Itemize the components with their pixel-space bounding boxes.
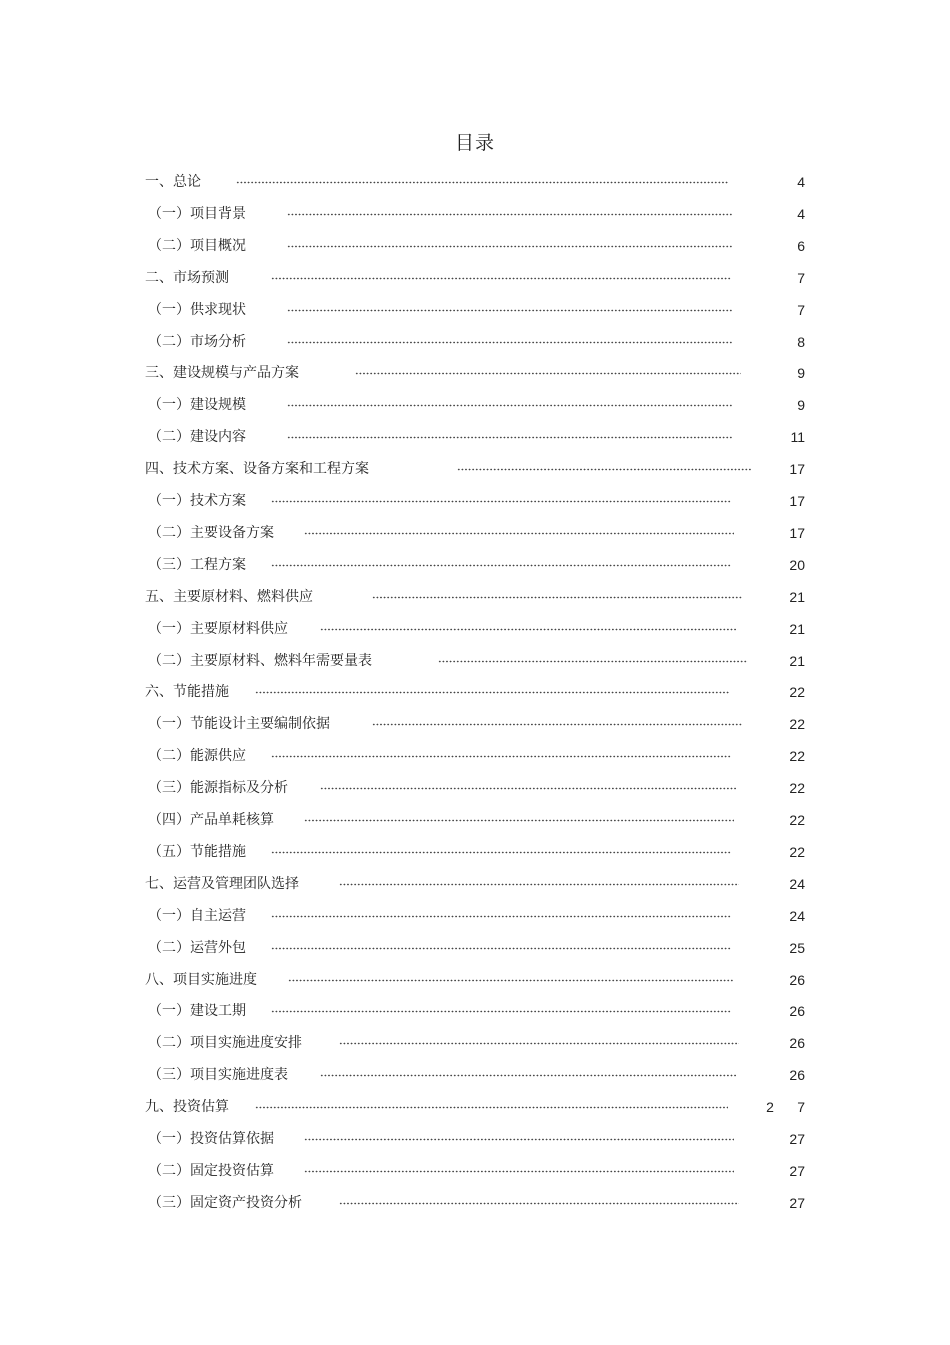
toc-entry-page-number: 17 xyxy=(789,524,805,541)
toc-entry[interactable] xyxy=(0,1159,950,1183)
toc-leader-dots xyxy=(304,1170,734,1173)
toc-leader-dots xyxy=(320,787,736,790)
toc-leader-dots xyxy=(288,979,733,982)
toc-entry-page-number: 27 xyxy=(789,1194,805,1211)
toc-entry[interactable] xyxy=(0,393,950,417)
toc-entry[interactable] xyxy=(0,425,950,449)
toc-entry-page-number: 22 xyxy=(789,716,805,733)
toc-entry-label: （一）建设规模 xyxy=(148,397,246,414)
toc-entry-page-number: 26 xyxy=(789,1067,805,1084)
toc-entry[interactable] xyxy=(0,1063,950,1087)
toc-entry-page-number: 24 xyxy=(789,875,805,892)
toc-entry-page-number: 4 xyxy=(797,174,805,190)
toc-entry-page-number: 27 xyxy=(789,1131,805,1147)
toc-entry-label: （四）产品单耗核算 xyxy=(148,812,274,828)
toc-entry-label: （五）节能措施 xyxy=(148,843,246,860)
toc-entry-label: （一）技术方案 xyxy=(148,493,246,509)
toc-entry-label: 九、投资估算 xyxy=(145,1099,229,1116)
toc-entry-page-number: 6 xyxy=(797,237,805,254)
toc-entry-label: （一）投资估算依据 xyxy=(148,1131,274,1147)
toc-leader-dots xyxy=(438,660,748,663)
toc-entry[interactable] xyxy=(0,680,950,704)
toc-entry-page-number: 11 xyxy=(790,429,805,446)
toc-entry-label: 八、项目实施进度 xyxy=(145,971,257,988)
toc-entry-page-number: 26 xyxy=(789,1035,805,1052)
toc-entry-page-number: 17 xyxy=(789,493,805,509)
toc-entry[interactable] xyxy=(0,202,950,226)
toc-entry[interactable] xyxy=(0,776,950,800)
toc-leader-dots xyxy=(255,1106,728,1109)
toc-entry-label: （一）建设工期 xyxy=(148,1003,246,1020)
toc-entry-page-number: 22 xyxy=(789,684,805,701)
toc-entry-label: 二、市场预测 xyxy=(145,269,229,286)
toc-entry[interactable] xyxy=(0,170,950,194)
toc-entry[interactable] xyxy=(0,872,950,896)
toc-entry[interactable] xyxy=(0,617,950,641)
toc-leader-dots xyxy=(287,436,732,439)
toc-entry-label: （二）运营外包 xyxy=(148,939,246,956)
toc-entry-label: （三）项目实施进度表 xyxy=(148,1067,288,1084)
toc-entry-page-number: 26 xyxy=(789,1003,805,1020)
toc-entry[interactable] xyxy=(0,330,950,354)
toc-title: 目录 xyxy=(454,132,495,154)
toc-entry-label: （三）固定资产投资分析 xyxy=(148,1194,302,1211)
toc-leader-dots xyxy=(271,851,731,854)
toc-entry-page-number: 2 7 xyxy=(766,1099,805,1116)
toc-leader-dots xyxy=(271,500,731,503)
toc-entry-label: （一）项目背景 xyxy=(148,205,246,222)
toc-leader-dots xyxy=(304,1138,734,1141)
toc-entry[interactable] xyxy=(0,1095,950,1119)
toc-entry-label: 三、建设规模与产品方案 xyxy=(145,365,299,382)
toc-entry[interactable] xyxy=(0,361,950,385)
toc-entry-page-number: 9 xyxy=(797,365,805,382)
toc-leader-dots xyxy=(271,947,731,950)
toc-entry-page-number: 26 xyxy=(789,971,805,988)
toc-entry-page-number: 22 xyxy=(789,780,805,797)
toc-leader-dots xyxy=(287,245,732,248)
toc-entry[interactable] xyxy=(0,553,950,577)
toc-entry-page-number: 4 xyxy=(797,205,805,222)
toc-leader-dots xyxy=(320,628,736,631)
toc-leader-dots xyxy=(287,341,732,344)
toc-entry-label: 四、技术方案、设备方案和工程方案 xyxy=(145,461,369,478)
toc-entry-page-number: 9 xyxy=(797,397,805,414)
toc-entry[interactable] xyxy=(0,585,950,609)
toc-entry-page-number: 21 xyxy=(789,652,805,669)
toc-entry[interactable] xyxy=(0,936,950,960)
toc-entry-label: 六、节能措施 xyxy=(145,684,229,701)
toc-entry-page-number: 17 xyxy=(789,461,805,478)
toc-entry-label: （一）供求现状 xyxy=(148,301,246,318)
toc-entry[interactable] xyxy=(0,649,950,673)
toc-leader-dots xyxy=(372,723,742,726)
toc-entry-page-number: 21 xyxy=(789,588,805,605)
toc-leader-dots xyxy=(355,372,741,375)
toc-entry-page-number: 27 xyxy=(789,1162,805,1179)
toc-entry-page-number: 21 xyxy=(789,620,805,637)
toc-entry-label: （二）项目实施进度安排 xyxy=(148,1035,302,1052)
toc-leader-dots xyxy=(271,277,731,280)
toc-entry-label: （二）能源供应 xyxy=(148,748,246,765)
toc-entry[interactable] xyxy=(0,840,950,864)
toc-entry-page-number: 8 xyxy=(797,333,805,350)
toc-entry-label: （二）主要原材料、燃料年需要量表 xyxy=(148,652,372,669)
toc-leader-dots xyxy=(304,819,734,822)
toc-entry-page-number: 22 xyxy=(789,748,805,765)
toc-entry-label: （二）主要设备方案 xyxy=(148,524,274,541)
toc-entry-label: （三）能源指标及分析 xyxy=(148,780,288,797)
toc-entry-page-number: 7 xyxy=(797,269,805,286)
toc-leader-dots xyxy=(271,755,731,758)
toc-leader-dots xyxy=(339,883,739,886)
toc-entry[interactable] xyxy=(0,744,950,768)
toc-entry-label: 七、运营及管理团队选择 xyxy=(145,875,299,892)
toc-entry-label: 一、总论 xyxy=(145,174,201,190)
toc-entry[interactable] xyxy=(0,266,950,290)
toc-entry[interactable] xyxy=(0,1191,950,1215)
toc-entry[interactable] xyxy=(0,904,950,928)
toc-entry-label: （三）工程方案 xyxy=(148,556,246,573)
toc-leader-dots xyxy=(339,1042,739,1045)
toc-leader-dots xyxy=(287,309,732,312)
toc-leader-dots xyxy=(255,691,729,694)
toc-leader-dots xyxy=(287,404,732,407)
toc-leader-dots xyxy=(236,181,728,184)
toc-leader-dots xyxy=(339,1202,739,1205)
toc-entry[interactable] xyxy=(0,298,950,322)
toc-entry-page-number: 20 xyxy=(789,556,805,573)
toc-entry[interactable] xyxy=(0,808,950,832)
toc-leader-dots xyxy=(271,564,731,567)
toc-entry-label: （二）项目概况 xyxy=(148,237,246,254)
toc-entry-label: （二）建设内容 xyxy=(148,429,246,446)
toc-entry-page-number: 22 xyxy=(789,843,805,860)
toc-leader-dots xyxy=(304,532,734,535)
toc-entry[interactable] xyxy=(0,712,950,736)
toc-entry[interactable] xyxy=(0,1127,950,1151)
toc-entry-label: （一）自主运营 xyxy=(148,907,246,924)
toc-entry-page-number: 24 xyxy=(789,907,805,924)
toc-entry[interactable] xyxy=(0,968,950,992)
toc-entry[interactable] xyxy=(0,1031,950,1055)
toc-entry-label: （一）节能设计主要编制依据 xyxy=(148,716,330,733)
toc-leader-dots xyxy=(320,1074,736,1077)
toc-entry[interactable] xyxy=(0,489,950,513)
toc-entry-page-number: 22 xyxy=(789,812,805,828)
toc-leader-dots xyxy=(287,213,732,216)
toc-entry-label: （二）市场分析 xyxy=(148,333,246,350)
toc-entry-page-number: 25 xyxy=(789,939,805,956)
toc-entry-page-number: 7 xyxy=(797,301,805,318)
toc-entry[interactable] xyxy=(0,521,950,545)
toc-entry[interactable] xyxy=(0,999,950,1023)
toc-leader-dots xyxy=(271,915,731,918)
toc-entry-label: 五、主要原材料、燃料供应 xyxy=(145,588,313,605)
toc-entry[interactable] xyxy=(0,457,950,481)
toc-entry-label: （一）主要原材料供应 xyxy=(148,620,288,637)
toc-leader-dots xyxy=(271,1010,731,1013)
toc-leader-dots xyxy=(372,596,743,599)
toc-entry-label: （二）固定投资估算 xyxy=(148,1162,274,1179)
toc-entry[interactable] xyxy=(0,234,950,258)
toc-leader-dots xyxy=(457,468,752,471)
